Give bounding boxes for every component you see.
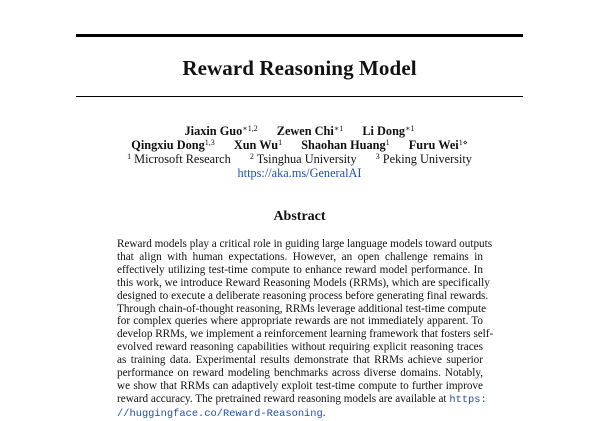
affiliations-row	[76, 152, 523, 166]
abstract-line: performance on reward modeling benchmarks across diverse domains. Notably,	[117, 367, 483, 380]
abstract-line-final: //huggingface.co/Reward-Reasoning.	[117, 406, 326, 420]
paper-title: Reward Reasoning Model	[182, 56, 417, 80]
author-name: Furu Wei$^{1⋄}$	[408, 138, 468, 152]
huggingface-link[interactable]: //huggingface.co/Reward-Reasoning	[117, 407, 323, 420]
author-name: Shaohan Huang$^1$	[301, 138, 390, 152]
affiliation: $^2$ Tsinghua University	[249, 152, 357, 166]
abstract-line: we show that RRMs can adaptively exploit test-time compute to further improve	[117, 379, 483, 392]
title-top-rule	[76, 34, 523, 37]
author-name: Qingxiu Dong$^{1,3}$	[131, 138, 215, 152]
abstract-line: evolved reward reasoning capabilities without requiring explicit reasoning traces	[117, 341, 483, 354]
affiliation: $^3$ Peking University	[375, 152, 472, 166]
general-ai-link[interactable]: https://aka.ms/GeneralAI	[237, 166, 362, 180]
abstract-line-with-url: reward accuracy. The pretrained reward reasoning models are available at https:	[117, 392, 487, 406]
abstract-line: effectively utilizing test-time compute to enhance reward model performance. In	[117, 263, 483, 276]
abstract-body	[117, 238, 494, 421]
huggingface-link-start[interactable]: https:	[449, 393, 487, 406]
author-row-2	[76, 138, 523, 152]
link-row	[76, 166, 523, 180]
author-row-1	[76, 124, 523, 138]
abstract-line: Through chain-of-thought reasoning, RRMs leverage additional test-time compute	[117, 302, 487, 315]
author-block	[76, 124, 523, 180]
abstract-line: for complex queries where appropriate rewards are not immediately apparent. To	[117, 315, 483, 328]
author-name: Li Dong$^{∗1}$	[362, 124, 415, 138]
abstract-line: this work, we introduce Reward Reasoning Models (RRMs), which are specifically	[117, 276, 490, 289]
author-name: Xun Wu$^1$	[233, 138, 283, 152]
author-name: Zewen Chi$^{∗1}$	[276, 124, 344, 138]
abstract-heading: Abstract	[273, 209, 326, 224]
abstract-line: develop RRMs, we implement a reinforcement learning framework that fosters self-	[117, 328, 494, 341]
title-bottom-rule	[76, 96, 523, 97]
author-name: Jiaxin Guo$^{∗1,2}$	[184, 124, 258, 138]
affiliation: $^1$ Microsoft Research	[127, 152, 231, 166]
abstract-line: designed to execute a deliberate reasoning process before generating final rewards.	[117, 289, 489, 302]
abstract-line: Reward models play a critical role in guiding large language models toward outputs	[117, 238, 493, 250]
abstract-line: that align with human expectations. However, an open challenge remains in	[117, 250, 483, 263]
abstract-line: as training data. Experimental results demonstrate that RRMs achieve superior	[117, 354, 483, 367]
